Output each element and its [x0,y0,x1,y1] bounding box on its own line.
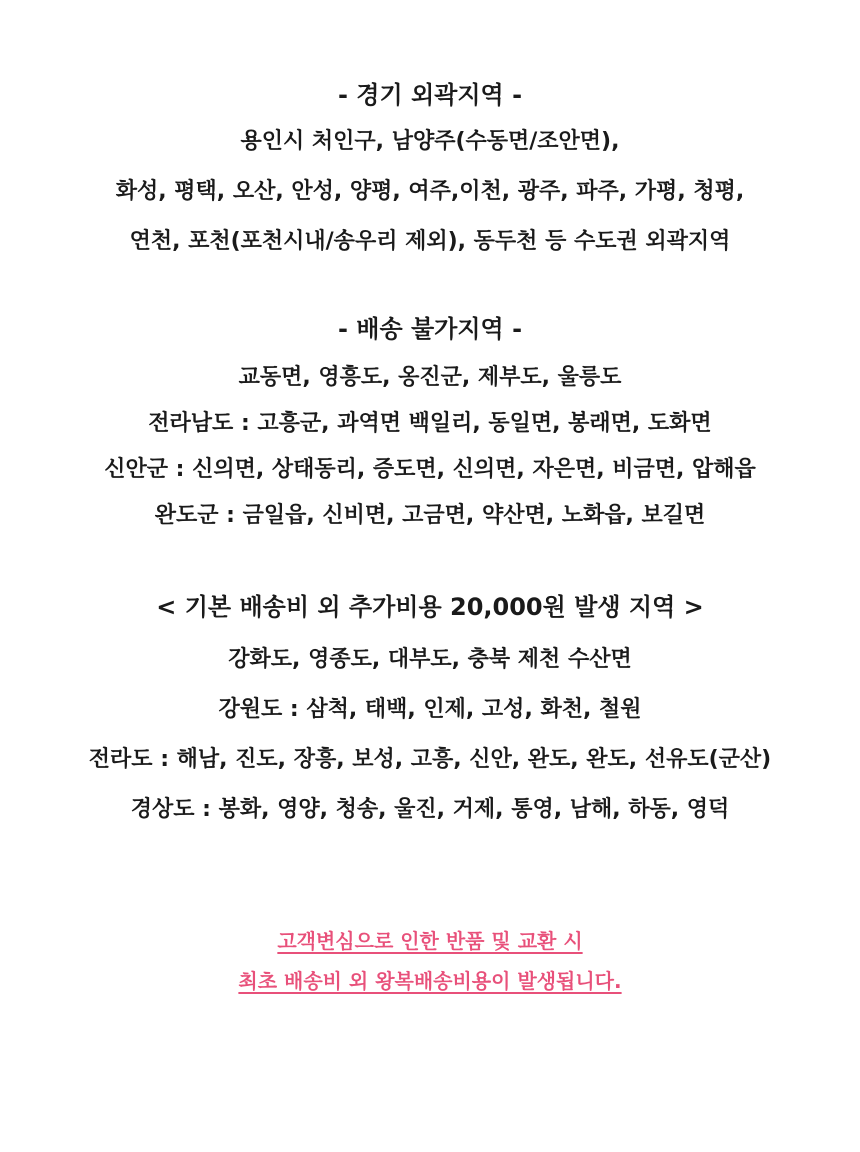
section-line: 전라남도 : 고흥군, 과역면 백일리, 동일면, 봉래면, 도화면 [148,411,712,436]
section-line: 강화도, 영종도, 대부도, 충북 제천 수산면 [228,647,632,672]
section-line: 경상도 : 봉화, 영양, 청송, 울진, 거제, 통영, 남해, 하동, 영덕 [130,797,730,822]
section-line: 화성, 평택, 오산, 안성, 양평, 여주,이천, 광주, 파주, 가평, 청평, [115,179,745,204]
section-line: 교동면, 영흥도, 옹진군, 제부도, 울릉도 [238,365,622,390]
notice-line [0,926,860,956]
section-line: 완도군 : 금일읍, 신비면, 고금면, 약산면, 노화읍, 보길면 [154,503,706,528]
section-heading: < 기본 배송비 외 추가비용 20,000원 발생 지역 > [156,593,704,621]
section-line: 신안군 : 신의면, 상태동리, 증도면, 신의면, 자은면, 비금면, 압해읍 [104,457,756,482]
notice-line-text: 고객변심으로 인한 반품 및 교환 시 [277,929,583,953]
section-line: 용인시 처인구, 남양주(수동면/조안면), [240,129,620,154]
section-heading: - 배송 불가지역 - [337,315,523,343]
section-heading: - 경기 외곽지역 - [337,81,523,109]
section-no-delivery [0,312,860,532]
return-exchange-notice [0,926,860,996]
section-line: 강원도 : 삼척, 태백, 인제, 고성, 화천, 철원 [218,697,642,722]
section-extra-fee [0,590,860,826]
section-line: 연천, 포천(포천시내/송우리 제외), 동두천 등 수도권 외곽지역 [129,229,731,254]
section-gyeonggi-outer [0,78,860,258]
notice-line-text: 최초 배송비 외 왕복배송비용이 발생됩니다. [238,969,622,993]
section-line: 전라도 : 해남, 진도, 장흥, 보성, 고흥, 신안, 완도, 완도, 선유도(군산) [88,747,772,772]
notice-line [0,966,860,996]
